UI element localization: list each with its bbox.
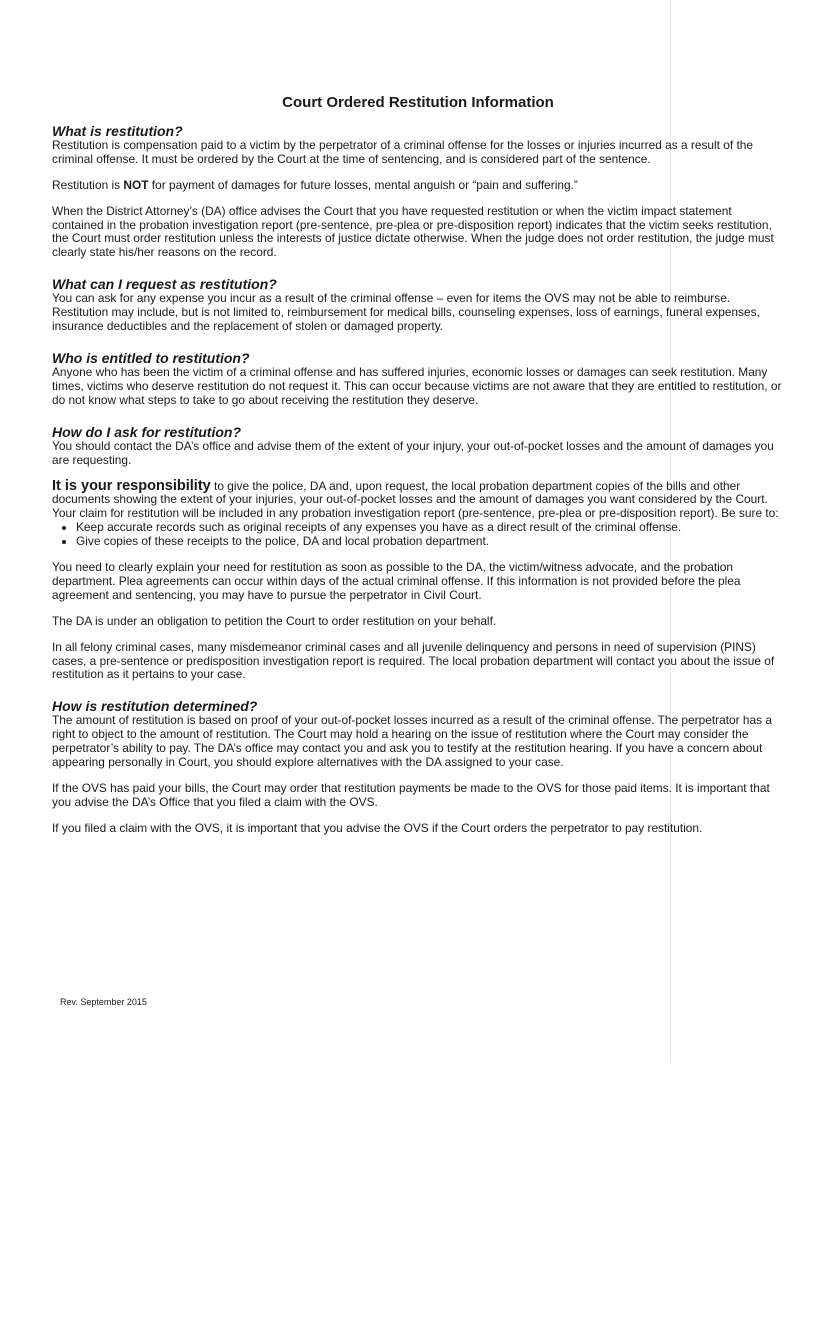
paragraph: You need to clearly explain your need for restitution as soon as possible to the DA, the victim/witness advocate, and the probation department. Plea agreements can occur within days of the actual criminal offense. If this information is not provided before the plea agreement and sentencing, you may have to pursue the perpetrator in Civil Court. xyxy=(52,560,741,602)
document-title: Court Ordered Restitution Information xyxy=(282,94,554,111)
paragraph: The DA is under an obligation to petition the Court to order restitution on your behalf. xyxy=(52,613,497,628)
section-heading: How is restitution determined? xyxy=(52,698,258,715)
section-what-is-restitution xyxy=(52,124,784,260)
list-item: • Keep accurate records such as original receipts of any expenses you have as a direct result of the criminal offense. xyxy=(76,521,784,535)
responsibility-lead: It is your responsibility xyxy=(52,477,211,494)
list-item: • Give copies of these receipts to the police, DA and local probation department. xyxy=(76,535,784,549)
section-what-can-i-request xyxy=(52,277,784,334)
section-heading: What is restitution? xyxy=(52,122,183,139)
paragraph-not-covered xyxy=(52,179,784,193)
paragraph: When the District Attorney’s (DA) office advises the Court that you have requested restitution or when the victim impact statement contained in the probation investigation report (pre-sentence, pre-plea or pre-disposition report) indicates that the victim seeks restitution, the Court must order restitution unless the interests of justice dictate otherwise. When the judge does not order restitution, the judge must clearly state his/her reasons on the record. xyxy=(52,203,774,260)
section-how-is-determined xyxy=(52,699,784,835)
paragraph-responsibility xyxy=(52,477,784,522)
section-how-do-i-ask xyxy=(52,425,784,683)
paragraph: If the OVS has paid your bills, the Court may order that restitution payments be made to the OVS for those paid items. It is important that you advise the DA’s Office that you filed a claim with the OVS. xyxy=(52,781,770,809)
text: Restitution is xyxy=(52,177,124,192)
revision-note: Rev. September 2015 xyxy=(60,997,147,1007)
section-heading: How do I ask for restitution? xyxy=(52,423,242,440)
section-heading: Who is entitled to restitution? xyxy=(52,349,250,366)
paragraph: In all felony criminal cases, many misdemeanor criminal cases and all juvenile delinquency and persons in need of supervision (PINS) cases, a pre-sentence or predisposition investigation report is required. The local probation department will contact you about the issue of restitution as it pertains to your case. xyxy=(52,639,775,682)
paragraph: You can ask for any expense you incur as a result of the criminal offense – even for items the OVS may not be able to reimburse. Restitution may include, but is not limited to, reimbursement for medical bills, counseling expenses, loss of earnings, funeral expenses, insurance deductibles and the replacement of stolen or damaged property. xyxy=(52,291,760,334)
checklist xyxy=(52,521,784,549)
paragraph: Restitution is compensation paid to a victim by the perpetrator of a criminal offense for the losses or injuries incurred as a result of the criminal offense. It must be ordered by the Court at the time of sentencing, and is considered part of the sentence. xyxy=(52,137,754,166)
document-body xyxy=(52,96,784,836)
paragraph: If you filed a claim with the OVS, it is important that you advise the OVS if the Court orders the perpetrator to pay restitution. xyxy=(52,820,703,835)
section-who-is-entitled xyxy=(52,351,784,408)
paragraph: The amount of restitution is based on proof of your out-of-pocket losses incurred as a result of the criminal offense. The perpetrator has a right to object to the amount of restitution. The Court may hold a hearing on the issue of restitution where the Court may consider the perpetrator’s ability to pay. The DA’s office may contact you and ask you to testify at the restitution hearing. If you have a concern about appearing personally in Court, you should explore alternatives with the DA assigned to your case. xyxy=(52,713,772,770)
text: to give the police, DA and, upon request, the local probation department copies of the bills and other documents showing the extent of your injuries, your out-of-pocket losses and the amount of damages you want considered by the Court. Your claim for restitution will be included in any probation investigation report (pre-sentence, pre-plea or pre-disposition report). Be sure to: xyxy=(52,478,779,521)
section-heading: What can I request as restitution? xyxy=(52,276,277,293)
paragraph: Anyone who has been the victim of a criminal offense and has suffered injuries, economic losses or damages can seek restitution. Many times, victims who deserve restitution do not request it. This can occur because victims are not aware that they are entitled to restitution, or do not know what steps to take to go about receiving the restitution they deserve. xyxy=(52,364,782,407)
paragraph: You should contact the DA’s office and advise them of the extent of your injury, your out-of-pocket losses and the amount of damages you are requesting. xyxy=(52,438,774,467)
emphasis-not: NOT xyxy=(123,177,149,192)
text: for payment of damages for future losses, mental anguish or “pain and suffering.” xyxy=(148,177,578,192)
